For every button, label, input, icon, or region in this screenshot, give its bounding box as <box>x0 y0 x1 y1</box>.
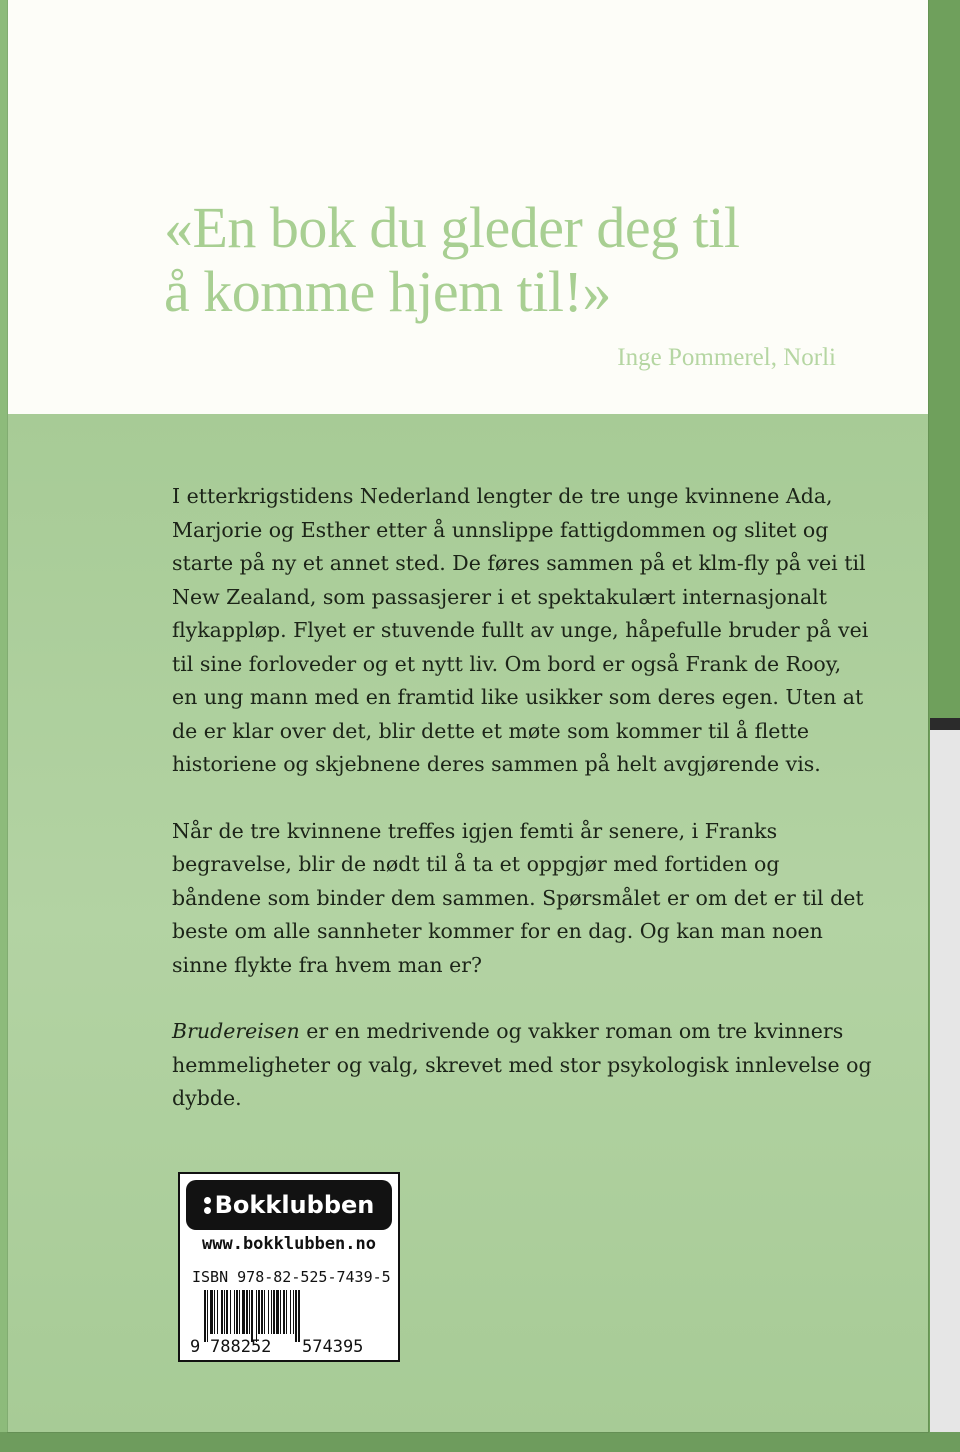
barcode-bar <box>234 1290 235 1334</box>
quote-attribution: Inge Pommerel, Norli <box>617 344 836 371</box>
barcode-bar <box>210 1290 213 1334</box>
barcode-bar <box>293 1290 294 1334</box>
scan-background-bottom <box>0 1432 960 1452</box>
barcode-bar <box>249 1290 250 1334</box>
barcode-bar <box>256 1290 257 1342</box>
barcode-bar <box>276 1290 279 1334</box>
barcode-bar <box>221 1290 223 1334</box>
book-blurb <box>172 480 872 1149</box>
blurb-paragraph-1: I etterkrigstidens Nederland lengter de tre unge kvinnene Ada, Marjorie og Esther etter å unnslippe fattigdommen og slitet og starte på ny et annet sted. De føres sammen på et klm-fly på vei til New Zealand, som passasjerer i et spektakulært internasjonalt flykappløp. Flyet er stuvende fullt av unge, håpefulle bruder på vei til sine forloveder og et nytt liv. Om bord er også Frank de Rooy, en ung mann med en framtid like usikker som deres egen. Uten at de er klar over det, blir dette et møte som kommer til å flette historiene og skjebnene deres sammen på helt avgjørende vis. <box>172 484 869 776</box>
barcode-bar <box>239 1290 240 1334</box>
barcode-bar <box>261 1290 263 1334</box>
barcode-bar <box>217 1290 218 1334</box>
barcode-bar <box>230 1290 231 1334</box>
isbn-text: ISBN 978-82-525-7439-5 <box>192 1268 391 1286</box>
review-quote <box>164 196 864 324</box>
barcode-bar <box>204 1290 206 1342</box>
ean-right-digits: 574395 <box>302 1337 364 1354</box>
barcode-bar <box>283 1290 285 1334</box>
bokklubben-logo <box>186 1180 392 1230</box>
blurb-paragraph-3 <box>172 1015 872 1116</box>
barcode-label <box>178 1172 400 1362</box>
barcode-bar <box>258 1290 260 1334</box>
barcode-bar <box>242 1290 245 1334</box>
scan-background-light <box>930 730 960 1452</box>
barcode-bar <box>251 1290 253 1342</box>
blurb-paragraph-2: Når de tre kvinnene treffes igjen femti år senere, i Franks begravelse, blir de nødt til å ta et oppgjør med fortiden og båndene som binder dem sammen. Spørsmålet er om det er til det beste om alle sannheter kommer for en dag. Og kan man noen sinne flykte fra hvem man er? <box>172 818 864 977</box>
barcode-bar <box>207 1290 208 1342</box>
barcode-bar <box>268 1290 269 1334</box>
barcode-bars <box>204 1290 300 1342</box>
barcode-bar <box>236 1290 238 1334</box>
bokklubben-mark-icon <box>204 1194 212 1217</box>
ean-left-digits: 788252 <box>210 1337 272 1354</box>
barcode-bar <box>295 1290 297 1342</box>
barcode-bar <box>298 1290 300 1342</box>
barcode-bar <box>214 1290 215 1334</box>
ean-barcode <box>190 1290 390 1354</box>
brand-name: Bokklubben <box>214 1191 375 1219</box>
website-url: www.bokklubben.no <box>202 1234 376 1254</box>
barcode-bar <box>271 1290 272 1334</box>
quote-line-1: «En bok du gleder deg til <box>164 195 740 260</box>
cover-top-panel <box>8 0 928 414</box>
barcode-bar <box>286 1290 287 1334</box>
barcode-bar <box>226 1290 228 1334</box>
book-back-cover <box>8 0 928 1432</box>
barcode-bar <box>280 1290 281 1334</box>
quote-line-2: å komme hjem til!» <box>164 259 611 324</box>
barcode-bar <box>224 1290 225 1334</box>
barcode-bar <box>246 1290 248 1334</box>
barcode-bar <box>273 1290 275 1334</box>
ean-first-digit: 9 <box>190 1337 201 1354</box>
barcode-bar <box>290 1290 291 1334</box>
barcode-bar <box>264 1290 265 1334</box>
blurb-paragraph-3-text: er en medrivende og vakker roman om tre kvinners hemmeligheter og valg, skrevet med stor psykologisk innlevelse og dybde. <box>172 1019 872 1110</box>
book-title: Brudereisen <box>172 1019 300 1043</box>
